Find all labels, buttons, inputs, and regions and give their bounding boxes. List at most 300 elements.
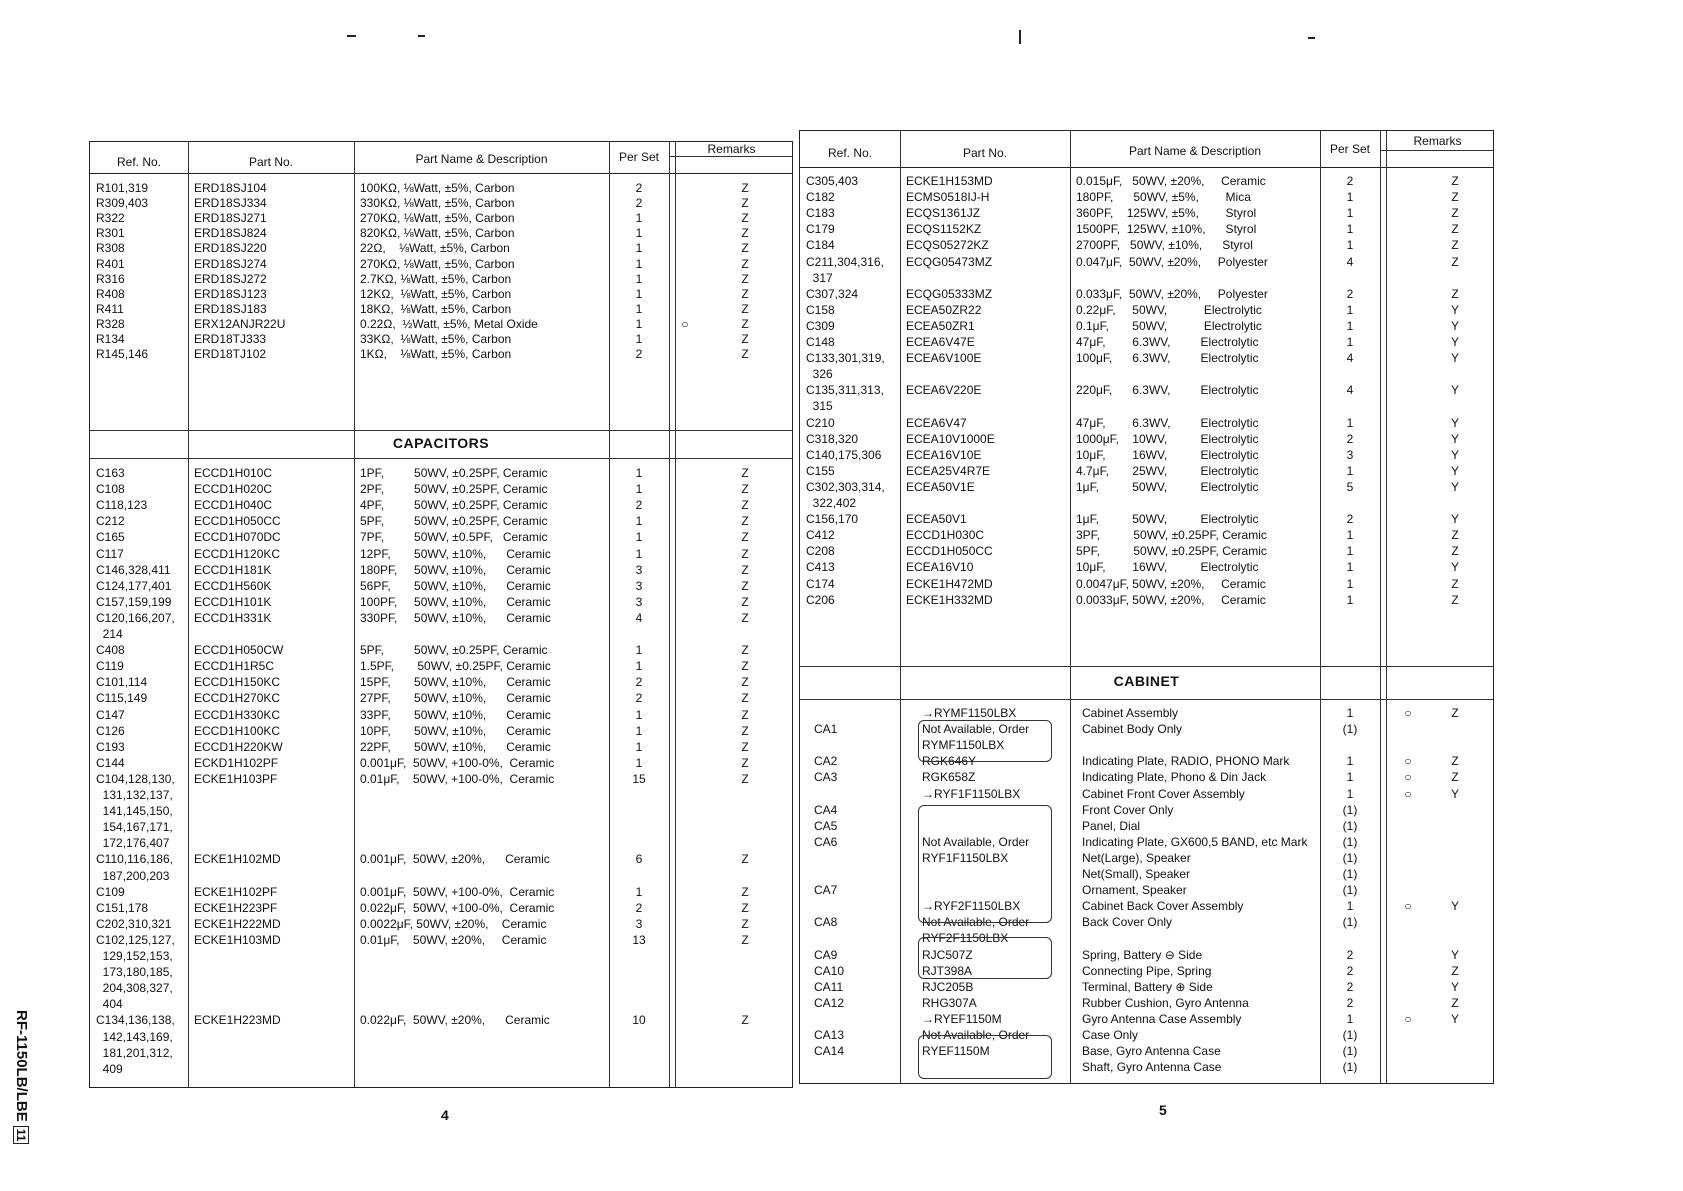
part-no: ECEA6V100E <box>906 351 982 366</box>
ref-no: C156,170 <box>806 512 859 527</box>
part-no: ECKD1H102PF <box>194 755 279 770</box>
header-ref: Ref. No. <box>116 155 161 169</box>
part-no: →RYEF1150M <box>922 1011 1002 1026</box>
ref-no: CA11 <box>814 979 844 994</box>
description: Connecting Pipe, Spring <box>1082 963 1212 978</box>
remark: Y <box>1450 335 1459 349</box>
mark: ○ <box>1404 706 1412 720</box>
table-row <box>800 803 1493 819</box>
remark: Z <box>741 932 749 947</box>
remark: Z <box>1451 995 1459 1010</box>
description: Indicating Plate, Phono & Din Jack <box>1082 770 1267 785</box>
description: 270KΩ, ⅛Watt, ±5%, Carbon <box>360 256 515 271</box>
table-row <box>800 1044 1493 1060</box>
description: 1000μF, 10WV, Electrolytic <box>1076 431 1259 446</box>
ref-no: C302,303,314, <box>806 479 885 494</box>
table-row <box>800 448 1493 464</box>
table-row <box>90 627 792 643</box>
ref-no: C151,178 <box>96 900 149 915</box>
ref-no: 315 <box>806 399 833 414</box>
table-row <box>800 931 1493 947</box>
ref-no: R145,146 <box>96 347 149 362</box>
remark: Y <box>1450 463 1459 478</box>
header-remarks: Remarks <box>1413 134 1462 148</box>
part-no: RJT398A <box>922 963 973 978</box>
description: 0.001μF, 50WV, +100-0%, Ceramic <box>360 884 555 899</box>
table-row <box>90 272 792 288</box>
remark: Z <box>741 723 749 738</box>
table-row <box>800 560 1493 576</box>
table-row <box>800 255 1493 271</box>
table-row <box>800 222 1493 238</box>
description: Base, Gyro Antenna Case <box>1082 1044 1221 1059</box>
part-no: RYF1F1150LBX <box>922 850 1009 865</box>
table-row <box>800 1028 1493 1044</box>
description: 10μF, 16WV, Electrolytic <box>1076 447 1259 462</box>
remark: Z <box>741 226 749 241</box>
description: 180PF, 50WV, ±5%, Mica <box>1076 190 1251 205</box>
per-set: 1 <box>635 546 643 561</box>
remark: Y <box>1450 786 1459 801</box>
description: 270KΩ, ⅛Watt, ±5%, Carbon <box>360 211 515 226</box>
remark: Y <box>1450 1011 1459 1026</box>
per-set: 1 <box>1346 528 1354 543</box>
remark: Y <box>1450 479 1459 494</box>
ref-no: C211,304,316, <box>806 254 884 269</box>
ref-no: R309,403 <box>96 196 149 211</box>
ref-no: 214 <box>96 627 123 641</box>
ref-no: C102,125,127, <box>96 932 175 947</box>
ref-no: 141,145,150, <box>96 804 173 819</box>
remark: Z <box>741 916 749 931</box>
description: 360PF, 125WV, ±5%, Styrol <box>1076 206 1257 221</box>
ref-no: 131,132,137, <box>96 788 173 802</box>
description: 0.0022μF, 50WV, ±20%, Ceramic <box>360 916 547 931</box>
header-part: Part No. <box>962 146 1007 160</box>
ref-no: C134,136,138, <box>96 1013 175 1028</box>
table-row <box>800 867 1493 883</box>
table-row <box>90 302 792 318</box>
per-set: 1 <box>1346 786 1354 801</box>
table-row <box>90 740 792 756</box>
per-set: (1) <box>1342 818 1358 833</box>
per-set: 13 <box>632 932 646 947</box>
part-no: ECEA50ZR1 <box>906 318 975 333</box>
per-set: 3 <box>635 578 643 593</box>
ref-no: C174 <box>806 576 835 591</box>
part-no: ECCD1H560K <box>194 578 272 593</box>
table-row <box>90 241 792 257</box>
ref-no: R322 <box>96 211 125 226</box>
part-no: ECKE1H472MD <box>906 576 993 591</box>
table-row <box>90 917 792 933</box>
part-no: Not Available, Order <box>922 834 1030 849</box>
per-set: 2 <box>635 675 643 690</box>
table-row <box>800 1060 1493 1076</box>
description: 0.001μF, 50WV, +100-0%, Ceramic <box>360 755 555 770</box>
ref-no: C208 <box>806 544 835 559</box>
description: 4.7μF, 25WV, Electrolytic <box>1076 463 1259 478</box>
ref-no: R308 <box>96 241 125 256</box>
description: 1μF, 50WV, Electrolytic <box>1076 512 1259 527</box>
bracket-group <box>918 1035 1052 1079</box>
ref-no: R134 <box>96 332 125 346</box>
table-row <box>800 367 1493 383</box>
table-row <box>90 643 792 659</box>
per-set: 1 <box>1346 335 1354 349</box>
ref-no: C104,128,130, <box>96 771 175 786</box>
ref-no: R408 <box>96 286 125 301</box>
table-row <box>90 1030 792 1046</box>
table-row <box>800 577 1493 593</box>
part-no: RGK658Z <box>922 770 976 785</box>
ref-no: C210 <box>806 415 835 430</box>
part-no: ECMS0518IJ-H <box>906 190 990 205</box>
ref-no: C206 <box>806 592 835 607</box>
part-no: ERD18TJ102 <box>194 347 267 362</box>
per-set: 1 <box>635 482 643 497</box>
remark: Z <box>1451 254 1459 269</box>
ref-no: R401 <box>96 256 125 271</box>
per-set: 1 <box>1346 190 1354 205</box>
ref-no: C165 <box>96 530 125 545</box>
header-per-set: Per Set <box>618 150 660 164</box>
table-row <box>800 996 1493 1012</box>
ref-no: R101,319 <box>96 181 149 195</box>
table-row <box>90 901 792 917</box>
remark: Z <box>1451 963 1459 978</box>
table-row <box>90 530 792 546</box>
table-row <box>800 528 1493 544</box>
ref-no: C158 <box>806 302 835 317</box>
table-row <box>90 498 792 514</box>
per-set: 1 <box>635 884 643 899</box>
table-row <box>90 514 792 530</box>
table-row <box>800 722 1493 738</box>
part-no: Not Available, Order <box>922 1028 1030 1042</box>
description: 47μF, 6.3WV, Electrolytic <box>1076 335 1259 349</box>
part-no: ECCD1H020C <box>194 482 273 497</box>
per-set: 1 <box>635 739 643 754</box>
part-no: ERD18SJ272 <box>194 271 267 286</box>
part-no: ECKE1H102MD <box>194 852 281 867</box>
per-set: 1 <box>1346 592 1354 607</box>
ref-no: CA10 <box>814 963 845 978</box>
part-no: RYEF1150M <box>922 1044 990 1059</box>
description: 1PF, 50WV, ±0.25PF, Ceramic <box>360 466 548 480</box>
part-no: ECEA6V47E <box>906 335 975 349</box>
remark: Z <box>1451 754 1459 769</box>
table-row <box>90 756 792 772</box>
per-set: (1) <box>1342 1044 1358 1059</box>
per-set: 1 <box>635 723 643 738</box>
remark: Z <box>741 241 749 256</box>
table-row <box>90 659 792 675</box>
ref-no: 409 <box>96 1061 123 1076</box>
description: Indicating Plate, RADIO, PHONO Mark <box>1082 754 1290 769</box>
table-row <box>90 788 792 804</box>
table-row <box>90 804 792 820</box>
per-set: (1) <box>1342 850 1358 865</box>
description: Gyro Antenna Case Assembly <box>1082 1011 1242 1026</box>
per-set: 2 <box>1346 947 1354 962</box>
part-no: ECCD1H220KW <box>194 739 283 754</box>
part-no: ECEA16V10E <box>906 447 982 462</box>
remark: Z <box>741 755 749 770</box>
ref-no: C135,311,313, <box>806 383 884 398</box>
ref-no: C412 <box>806 528 835 543</box>
table-row <box>800 174 1493 190</box>
scan-mark <box>1308 37 1315 39</box>
table-row <box>90 949 792 965</box>
per-set: 1 <box>635 466 643 480</box>
part-no: ECKE1H223MD <box>194 1013 281 1028</box>
table-row <box>800 948 1493 964</box>
part-no: ECEA50V1E <box>906 479 975 494</box>
ref-no: C183 <box>806 206 835 221</box>
per-set: 1 <box>1346 754 1354 769</box>
ref-no: C309 <box>806 318 835 333</box>
remark: Y <box>1450 447 1459 462</box>
per-set: 1 <box>1346 770 1354 785</box>
ref-no: 187,200,203 <box>96 868 170 883</box>
table-row <box>90 211 792 227</box>
per-set: 1 <box>635 301 643 316</box>
bracket-group <box>918 937 1052 979</box>
table-row <box>800 593 1493 609</box>
ref-no: C307,324 <box>806 286 859 301</box>
ref-no: CA7 <box>814 883 838 898</box>
part-no: ECCD1H181K <box>194 562 272 577</box>
part-no: →RYF2F1150LBX <box>922 899 1021 914</box>
table-row <box>800 351 1493 367</box>
part-no: ECCD1H330KC <box>194 707 281 722</box>
remark: Y <box>1450 351 1459 366</box>
description: 22Ω, ⅛Watt, ±5%, Carbon <box>360 241 510 256</box>
per-set: 1 <box>1346 415 1354 430</box>
per-set: 2 <box>635 900 643 915</box>
part-no: ECEA25V4R7E <box>906 463 991 478</box>
description: 5PF, 50WV, ±0.25PF, Ceramic <box>1076 544 1267 559</box>
remark: Z <box>741 332 749 346</box>
part-no: ERD18SJ274 <box>194 256 267 271</box>
ref-no: C126 <box>96 723 125 738</box>
ref-no: C115,149 <box>96 691 148 706</box>
table-row <box>90 287 792 303</box>
table-row <box>800 770 1493 786</box>
remark: Z <box>741 659 749 674</box>
description: 1.5PF, 50WV, ±0.25PF, Ceramic <box>360 659 551 674</box>
remark: Z <box>741 739 749 754</box>
per-set: 3 <box>635 562 643 577</box>
table-row <box>800 399 1493 415</box>
remark: Y <box>1450 979 1459 994</box>
table-row <box>90 595 792 611</box>
scan-mark <box>347 35 356 37</box>
remark: Y <box>1450 383 1459 398</box>
ref-no: 204,308,327, <box>96 981 173 996</box>
part-no: ECEA6V220E <box>906 383 982 398</box>
remark: Z <box>741 466 749 480</box>
remark: Z <box>741 884 749 899</box>
ref-no: CA4 <box>814 802 838 817</box>
description: 0.01μF, 50WV, ±20%, Ceramic <box>360 932 547 947</box>
ref-no: C318,320 <box>806 431 859 446</box>
table-row <box>90 885 792 901</box>
ref-no: 326 <box>806 367 833 382</box>
per-set: 4 <box>635 610 643 625</box>
remark: Z <box>1451 190 1459 205</box>
parts-table-right <box>799 130 1494 1084</box>
part-no: RJC205B <box>922 979 974 994</box>
part-no: ECEA50V1 <box>906 512 967 527</box>
description: Indicating Plate, GX600,5 BAND, etc Mark <box>1082 834 1308 849</box>
part-no: ECKE1H103MD <box>194 932 281 947</box>
remark: Z <box>1451 528 1459 543</box>
per-set: 1 <box>635 226 643 241</box>
ref-no: C118,123 <box>96 498 148 513</box>
remark: Y <box>1450 899 1459 914</box>
mark: ○ <box>1404 899 1412 914</box>
per-set: 3 <box>635 916 643 931</box>
table-row <box>90 933 792 949</box>
remark: Z <box>741 211 749 226</box>
mark: ○ <box>1404 1011 1412 1026</box>
remark: Y <box>1450 947 1459 962</box>
remark: Z <box>741 530 749 545</box>
description: 2PF, 50WV, ±0.25PF, Ceramic <box>360 482 548 497</box>
table-row <box>800 303 1493 319</box>
part-no: ECCD1H331K <box>194 610 272 625</box>
per-set: 6 <box>635 852 643 867</box>
table-row <box>90 257 792 273</box>
table-row <box>90 181 792 197</box>
description: 10μF, 16WV, Electrolytic <box>1076 560 1259 575</box>
remark: Z <box>741 691 749 706</box>
description: 100PF, 50WV, ±10%, Ceramic <box>360 594 551 609</box>
table-row <box>800 819 1493 835</box>
per-set: 1 <box>635 659 643 674</box>
description: 100KΩ, ⅛Watt, ±5%, Carbon <box>360 181 515 195</box>
per-set: 1 <box>1346 318 1354 333</box>
table-row <box>800 271 1493 287</box>
part-no: ECKE1H103PF <box>194 771 278 786</box>
table-row <box>90 869 792 885</box>
part-no: RHG307A <box>922 995 977 1010</box>
remark: Z <box>741 316 749 331</box>
remark: Z <box>741 675 749 690</box>
ref-no: C193 <box>96 739 125 754</box>
table-row <box>90 965 792 981</box>
part-no: ECCD1H050CW <box>194 643 284 658</box>
per-set: 1 <box>635 286 643 301</box>
table-row <box>800 787 1493 803</box>
description: 0.033μF, 50WV, ±20%, Polyester <box>1076 286 1268 301</box>
description: 0.022μF, 50WV, ±20%, Ceramic <box>360 1013 550 1028</box>
table-row <box>90 724 792 740</box>
per-set: 1 <box>1346 222 1354 237</box>
part-no: ECCD1H050CC <box>194 514 281 529</box>
part-no: RYMF1150LBX <box>922 738 1005 753</box>
part-no: ECEA10V1000E <box>906 431 995 446</box>
per-set: 3 <box>635 594 643 609</box>
description: 820KΩ, ⅛Watt, ±5%, Carbon <box>360 226 515 241</box>
part-no: ECCD1H270KC <box>194 691 281 706</box>
table-row <box>800 883 1493 899</box>
per-set: 15 <box>632 771 646 786</box>
description: 2700PF, 50WV, ±10%, Styrol <box>1076 238 1253 253</box>
ref-no: C413 <box>806 560 835 575</box>
per-set: 1 <box>1346 706 1354 720</box>
description: Cabinet Front Cover Assembly <box>1082 786 1245 801</box>
table-row <box>90 981 792 997</box>
part-no: ECQS05272KZ <box>906 238 989 253</box>
table-row <box>90 1013 792 1029</box>
per-set: 1 <box>1346 560 1354 575</box>
table-row <box>800 964 1493 980</box>
part-no: ERD18SJ334 <box>194 196 267 211</box>
remark: Y <box>1450 318 1459 333</box>
per-set: 2 <box>1346 979 1354 994</box>
section-title-cabinet: CABINET <box>1113 673 1180 689</box>
description: 0.01μF, 50WV, +100-0%, Ceramic <box>360 771 555 786</box>
per-set: (1) <box>1342 1028 1358 1042</box>
table-row <box>800 206 1493 222</box>
ref-no: C155 <box>806 463 835 478</box>
ref-no: CA5 <box>814 818 838 833</box>
table-row <box>800 512 1493 528</box>
part-no: ERD18SJ271 <box>194 211 267 226</box>
remark: Z <box>741 286 749 301</box>
per-set: 2 <box>635 498 643 513</box>
remark: Z <box>1451 770 1459 785</box>
ref-no: CA8 <box>814 915 838 930</box>
table-row <box>90 347 792 363</box>
ref-no: C109 <box>96 884 125 899</box>
table-row <box>800 432 1493 448</box>
part-no: →RYF1F1150LBX <box>922 786 1021 801</box>
ref-no: C110,116,186, <box>96 852 173 867</box>
table-row <box>90 547 792 563</box>
remark: Y <box>1450 302 1459 317</box>
ref-no: C182 <box>806 190 835 205</box>
per-set: 2 <box>1346 963 1354 978</box>
page-number-right: 5 <box>1159 1102 1167 1118</box>
remark: Z <box>1451 592 1459 607</box>
table-row <box>90 332 792 348</box>
remark: Z <box>741 900 749 915</box>
remark: Y <box>1450 431 1459 446</box>
part-no: ECEA6V47 <box>906 415 967 430</box>
description: Front Cover Only <box>1082 802 1174 817</box>
description: 5PF, 50WV, ±0.25PF, Ceramic <box>360 643 548 658</box>
description: 12KΩ, ⅛Watt, ±5%, Carbon <box>360 286 512 301</box>
part-no: ERD18SJ104 <box>194 181 267 195</box>
description: 0.015μF, 50WV, ±20%, Ceramic <box>1076 174 1266 188</box>
remark: Z <box>741 301 749 316</box>
per-set: 1 <box>635 755 643 770</box>
description: 180PF, 50WV, ±10%, Ceramic <box>360 562 551 577</box>
ref-no: R328 <box>96 316 125 331</box>
part-no: ECCD1H040C <box>194 498 273 513</box>
bracket-group <box>918 720 1052 762</box>
ref-no: C202,310,321 <box>96 916 172 931</box>
per-set: (1) <box>1342 802 1358 817</box>
remark: Z <box>1451 222 1459 237</box>
parts-table-left <box>89 141 793 1088</box>
per-set: 1 <box>1346 576 1354 591</box>
per-set: (1) <box>1342 722 1358 737</box>
